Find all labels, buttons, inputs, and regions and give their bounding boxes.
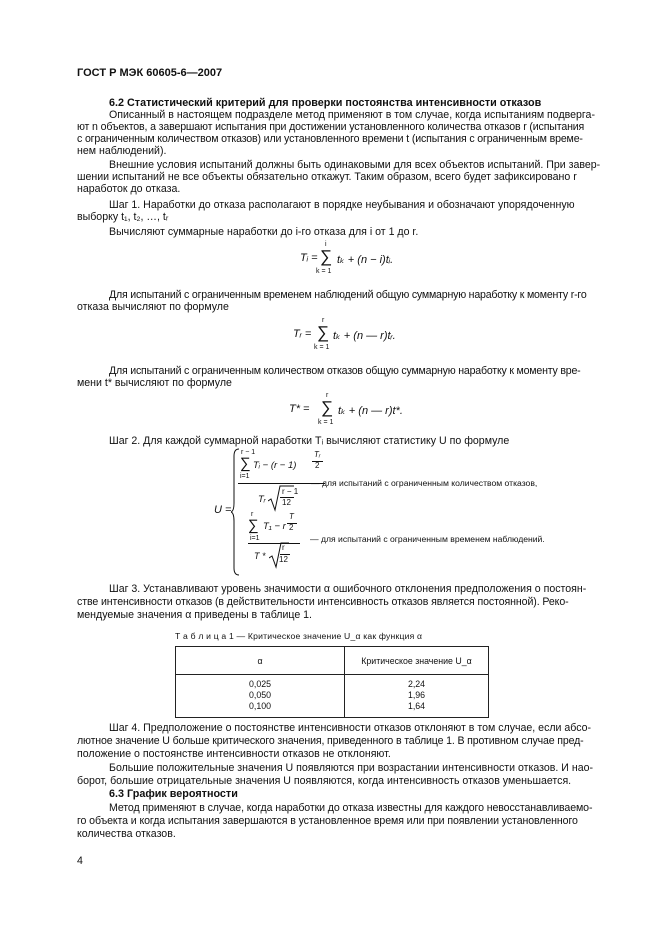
- table-1-caption: Т а б л и ц а 1 — Критическое значение U_α как функция α: [175, 631, 423, 641]
- text-line: нем наблюдений).: [77, 145, 167, 157]
- text-line: выборку t₁, t₂, …, tᵣ: [77, 211, 169, 223]
- text-line: мендуемые значения α приведены в таблице 1.: [77, 609, 313, 621]
- root-numerator: r: [282, 543, 285, 552]
- text-line: Большие положительные значения U появляются при возрастании интенсивности отказов. И нао-: [109, 762, 594, 774]
- alpha-values-cell: [176, 675, 345, 718]
- sigma-symbol: ∑: [321, 398, 334, 417]
- text-line: Метод применяют в случае, когда наработки до отказа известны для каждого невосстанавливаемо-: [109, 802, 593, 814]
- sum-lower-limit: k = 1: [318, 419, 334, 426]
- text-line: Шаг 3. Устанавливают уровень значимости α ошибочного отклонения предположения о постоян-: [109, 583, 587, 595]
- paragraph-step-2: Шаг 2. Для каждой суммарной наработки Tᵢ вычисляют статистику U по формуле: [109, 435, 510, 447]
- sigma-symbol: ∑: [317, 323, 330, 342]
- text-line: Шаг 1. Наработки до отказа располагают в порядке неубывания и обозначают упорядоченную: [109, 199, 575, 211]
- denominator-text: Tᵣ: [258, 494, 266, 505]
- formula-lhs: U =: [214, 504, 232, 516]
- text-line: отказа вычисляют по формуле: [77, 301, 229, 313]
- inner-fraction-denominator: 2: [315, 461, 320, 470]
- critical-values-cell: [345, 675, 489, 718]
- sum-lower-limit: k = 1: [314, 344, 330, 351]
- formula-lhs: Tᵣ =: [293, 328, 312, 340]
- root-denominator: 12: [282, 498, 291, 507]
- sum-lower-limit: i=1: [250, 535, 260, 542]
- table-cell: 1,96: [407, 690, 426, 700]
- sum-upper-limit: r: [251, 511, 254, 518]
- root-numerator: r − 1: [282, 487, 299, 496]
- text-line: Для испытаний с ограниченным временем наблюдений общую суммарную наработку к моменту r-го: [109, 289, 587, 301]
- formula-body: tₖ + (n − i)tᵢ.: [337, 254, 394, 266]
- case-2-label: — для испытаний с ограниченным временем наблюдений.: [310, 534, 545, 544]
- table-cell: 1,64: [407, 701, 426, 711]
- sigma-symbol: ∑: [248, 517, 259, 534]
- text-line: мени t* вычисляют по формуле: [77, 377, 232, 389]
- column-header-alpha: α: [176, 647, 345, 675]
- text-line: Для испытаний с ограниченным количеством отказов общую суммарную наработку к моменту вре-: [109, 365, 581, 377]
- text-line: с ограниченным количеством отказов) или установленного времени t (испытания с ограниченным време-: [77, 133, 583, 145]
- text-line: лютное значение U больше критического значения, приведенного в таблице 1. В противном случае пред-: [77, 735, 584, 747]
- inner-fraction-numerator: Tᵣ: [314, 450, 321, 459]
- table-body-row: [176, 675, 489, 718]
- table-cell: 2,24: [407, 679, 426, 689]
- formula-lhs: T* =: [289, 403, 310, 415]
- text-line: шении испытаний не все объекты обязательно откажут. Таким образом, всего будет зафиксировано r: [77, 171, 577, 183]
- sum-upper-limit: r − 1: [241, 449, 256, 456]
- text-line: количества отказов.: [77, 828, 176, 840]
- table-cell: 0,050: [248, 690, 271, 700]
- sum-lower-limit: k = 1: [316, 268, 332, 275]
- text-line: ют n объектов, а завершают испытания при достижении установленного количества отказов r (испытания: [77, 121, 585, 133]
- sum-upper-limit: i: [325, 241, 327, 248]
- inner-fraction-denominator: 2: [289, 523, 294, 532]
- document-header: ГОСТ Р МЭК 60605-6—2007: [77, 67, 223, 79]
- text-line: борот, большие отрицательные значения U появляются, когда интенсивность отказов уменьшается.: [77, 775, 572, 787]
- text-line: стве интенсивности отказов (в действительности интенсивность отказов является постоянной). Реко-: [77, 596, 569, 608]
- inner-fraction-numerator: T: [289, 512, 294, 521]
- text-line: положение о постоянстве интенсивности отказов не отклоняют.: [77, 748, 391, 760]
- denominator-text: T *: [254, 551, 266, 561]
- numerator-text: Tᵢ − (r − 1): [253, 460, 297, 471]
- formula-body: tₖ + (n — r)t*.: [338, 405, 403, 417]
- sum-upper-limit: r: [322, 317, 325, 324]
- sum-lower-limit: i=1: [240, 473, 250, 480]
- case-1-label: — для испытаний с ограниченным количеством отказов,: [311, 478, 538, 488]
- sum-intro-text: Вычисляют суммарные наработки до i-го отказа для i от 1 до r.: [109, 226, 419, 238]
- page-number: 4: [77, 855, 83, 867]
- formula-lhs: Tᵢ =: [300, 252, 318, 264]
- numerator-text: T₁ − r: [263, 521, 286, 532]
- root-denominator: 12: [279, 555, 288, 564]
- table-cell: 0,025: [248, 679, 271, 689]
- table-header-row: [176, 647, 489, 675]
- table-cell: 0,100: [248, 701, 271, 711]
- sigma-symbol: ∑: [240, 455, 251, 472]
- column-header-critical: Критическое значение U_α: [345, 647, 489, 675]
- critical-values-table: [175, 646, 489, 718]
- section-6-2-title: 6.2 Статистический критерий для проверки постоянства интенсивности отказов: [109, 97, 542, 109]
- sigma-symbol: ∑: [320, 247, 333, 266]
- text-line: наработок до отказа.: [77, 183, 181, 195]
- formula-body: tₖ + (n — r)tᵣ.: [333, 330, 396, 342]
- text-line: го объекта и когда испытания завершаются в установленное время или при появлении установленного: [77, 815, 578, 827]
- text-line: Шаг 4. Предположение о постоянстве интенсивности отказов отклоняют в том случае, если абсо-: [109, 722, 592, 734]
- text-line: Внешние условия испытаний должны быть одинаковыми для всех объектов испытаний. При завер-: [109, 159, 601, 171]
- section-6-3-title: 6.3 График вероятности: [109, 788, 238, 800]
- sum-upper-limit: r: [326, 392, 329, 399]
- text-line: Описанный в настоящем подразделе метод применяют в том случае, когда испытаниям подверга-: [109, 109, 595, 121]
